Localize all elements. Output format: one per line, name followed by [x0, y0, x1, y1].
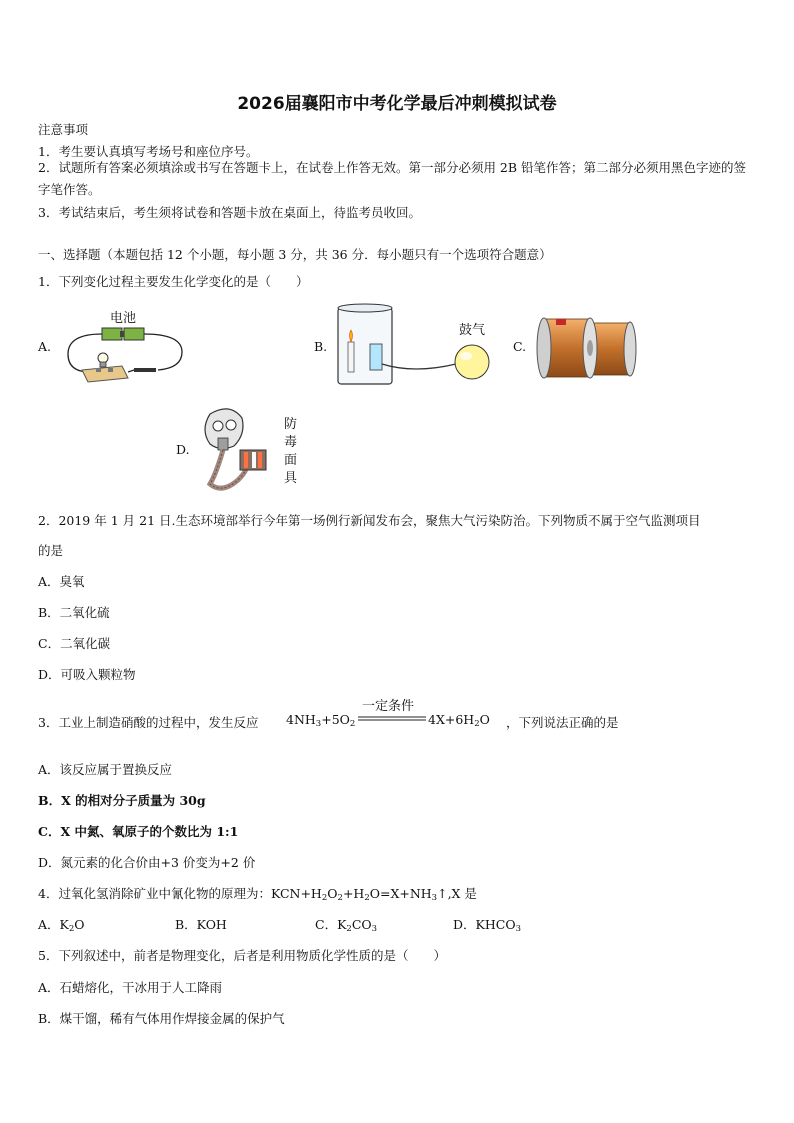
mask-label-4: 具 [284, 471, 298, 486]
q1-stem: 1．下列变化过程主要发生化学变化的是（ ） [38, 274, 309, 289]
q4-option-d-text: D．KHCO [453, 917, 516, 932]
q3-products: $4X+6H_2O$ [428, 712, 490, 729]
q4-option-a: A．$K_2O$ [38, 917, 85, 934]
battery-label: 电池 [110, 311, 137, 326]
mask-label-3: 面 [284, 453, 298, 468]
q2-option-a: A．臭氧 [38, 574, 85, 589]
q3-stem-pre: 3．工业上制造硝酸的过程中，发生反应 [38, 715, 259, 730]
copper-coils-illustration [538, 313, 638, 383]
q1-option-a-label: A. [38, 339, 52, 354]
q3-equation-bar [358, 716, 426, 722]
page-title: 2026届襄阳市中考化学最后冲刺模拟试卷 [237, 94, 557, 114]
q3-option-c: C．X 中氮、氧原子的个数比为 1:1 [38, 824, 239, 839]
q2-stem-line2: 的是 [38, 543, 64, 558]
q4-stem: 4．过氧化氢消除矿业中氰化物的原理为：$KCN+H_2O_2+H_2O=X+NH_3↑,X$ 是 [38, 886, 477, 903]
notice-item-3: 3．考试结束后，考生须将试卷和答题卡放在桌面上，待监考员收回。 [38, 205, 421, 220]
circuit-illustration [62, 326, 187, 384]
q5-stem: 5．下列叙述中，前者是物理变化，后者是利用物质化学性质的是（ ） [38, 948, 446, 963]
q2-option-c: C．二氧化碳 [38, 636, 111, 651]
section-heading: 一、选择题（本题包括 12 个小题，每小题 3 分，共 36 分．每小题只有一个选项符合题意） [38, 247, 552, 262]
q4-option-c-text: C．K [315, 917, 347, 932]
q3-option-a: A．该反应属于置换反应 [38, 762, 173, 777]
q2-option-b: B．二氧化硫 [38, 605, 110, 620]
gas-mask-illustration [196, 404, 276, 496]
q4-stem-pre: 4．过氧化氢消除矿业中氰化物的原理为：KCN+H [38, 886, 322, 901]
q3-option-b: B．X 的相对分子质量为 30g [38, 793, 206, 808]
q3-condition: 一定条件 [362, 699, 415, 714]
q4-option-d: D．$KHCO_3$ [453, 917, 521, 934]
mask-label-1: 防 [284, 417, 298, 432]
mask-label-2: 毒 [284, 435, 298, 450]
q3-stem-post: ，下列说法正确的是 [506, 715, 619, 730]
q4-option-a-text: A．K [38, 917, 69, 932]
q3-option-d: D．氮元素的化合价由+3 价变为+2 价 [38, 855, 256, 870]
q2-option-d: D．可吸入颗粒物 [38, 667, 136, 682]
candle-bell-jar-illustration [334, 302, 494, 388]
q5-option-b: B．煤干馏，稀有气体用作焊接金属的保护气 [38, 1011, 285, 1026]
q4-option-c: C．$K_2CO_3$ [315, 917, 378, 934]
q1-option-c-label: C. [513, 339, 527, 354]
q4-stem-post: ↑,X 是 [437, 886, 477, 901]
q1-option-b-label: B. [314, 339, 328, 354]
blow-label: 鼓气 [459, 323, 486, 338]
notice-item-1: 1．考生要认真填写考场号和座位序号。 [38, 144, 259, 159]
q4-option-b: B．KOH [175, 917, 227, 932]
q1-option-d-label: D. [176, 442, 190, 457]
q5-option-a: A．石蜡熔化，干冰用于人工降雨 [38, 980, 223, 995]
notice-heading: 注意事项 [38, 122, 89, 137]
q3-reactants: $4NH_3+5O_2$ [286, 712, 356, 729]
q2-stem-line1: 2．2019 年 1 月 21 日.生态环境部举行今年第一场例行新闻发布会，聚焦大气污染防治。下列物质不属于空气监测项目 [38, 513, 701, 528]
notice-item-2: 2．试题所有答案必须填涂或书写在答题卡上，在试卷上作答无效。第一部分必须用 2B 铅笔作答；第二部分必须用黑色字迹的签字笔作答。 [38, 160, 747, 197]
